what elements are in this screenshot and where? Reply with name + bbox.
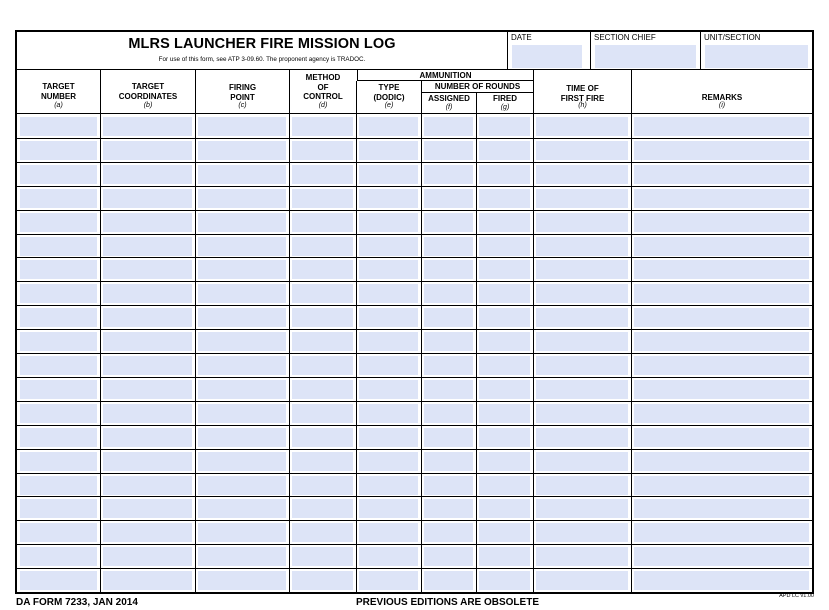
col-remarks	[631, 70, 812, 114]
grid-row-line	[17, 257, 812, 258]
grid-row-line	[17, 568, 812, 569]
firing-point-entry-input[interactable]	[198, 308, 286, 327]
col-time-of-first-fire-letter: (h)	[578, 102, 587, 109]
unit-section-input[interactable]	[705, 45, 808, 68]
type-entry-input[interactable]	[359, 571, 418, 590]
method-of-control-entry-input[interactable]	[292, 189, 353, 208]
col-target-number	[17, 70, 100, 114]
remarks-entry-input[interactable]	[634, 547, 809, 566]
target-number-entry-input[interactable]	[20, 547, 97, 566]
type-entry-input[interactable]	[359, 165, 418, 184]
fired-entry-input[interactable]	[479, 141, 530, 160]
fired-entry-input[interactable]	[479, 237, 530, 256]
target-coordinates-entry-input[interactable]	[103, 117, 192, 136]
col-assigned-label: ASSIGNED	[428, 94, 470, 103]
time-of-first-fire-entry-input[interactable]	[536, 476, 628, 495]
fired-entry-input[interactable]	[479, 476, 530, 495]
grid-row-line	[17, 353, 812, 354]
section-chief-input[interactable]	[595, 45, 696, 68]
firing-point-entry-input[interactable]	[198, 189, 286, 208]
col-method-of-control-label: METHOD OF CONTROL	[303, 73, 343, 102]
method-of-control-entry-input[interactable]	[292, 356, 353, 375]
firing-point-entry-input[interactable]	[198, 380, 286, 399]
method-of-control-entry-input[interactable]	[292, 332, 353, 351]
firing-point-entry-input[interactable]	[198, 141, 286, 160]
col-fired	[476, 93, 533, 114]
fired-entry-input[interactable]	[479, 332, 530, 351]
fired-entry-input[interactable]	[479, 165, 530, 184]
target-number-entry-input[interactable]	[20, 213, 97, 232]
remarks-entry-input[interactable]	[634, 284, 809, 303]
time-of-first-fire-entry-input[interactable]	[536, 141, 628, 160]
time-of-first-fire-entry-input[interactable]	[536, 260, 628, 279]
remarks-entry-input[interactable]	[634, 117, 809, 136]
assigned-entry-input[interactable]	[424, 571, 473, 590]
col-type-label: TYPE (DODIC)	[373, 83, 405, 102]
time-of-first-fire-entry-input[interactable]	[536, 308, 628, 327]
section-chief-label: SECTION CHIEF	[594, 33, 656, 42]
method-of-control-entry-input[interactable]	[292, 523, 353, 542]
col-time-of-first-fire-label: TIME OF FIRST FIRE	[560, 84, 605, 103]
assigned-entry-input[interactable]	[424, 428, 473, 447]
target-coordinates-entry-input[interactable]	[103, 380, 192, 399]
assigned-entry-input[interactable]	[424, 547, 473, 566]
grid-row-line	[17, 544, 812, 545]
unit-section-label: UNIT/SECTION	[704, 33, 761, 42]
type-entry-input[interactable]	[359, 452, 418, 471]
col-method-of-control	[289, 70, 356, 114]
col-remarks-letter: (i)	[718, 102, 726, 109]
type-entry-input[interactable]	[359, 260, 418, 279]
number-of-rounds-header	[421, 81, 533, 93]
firing-point-entry-input[interactable]	[198, 499, 286, 518]
remarks-entry-input[interactable]	[634, 237, 809, 256]
target-coordinates-entry-input[interactable]	[103, 332, 192, 351]
target-coordinates-entry-input[interactable]	[103, 260, 192, 279]
remarks-entry-input[interactable]	[634, 380, 809, 399]
type-entry-input[interactable]	[359, 117, 418, 136]
col-firing-point-letter: (c)	[238, 102, 247, 109]
fired-entry-input[interactable]	[479, 523, 530, 542]
remarks-entry-input[interactable]	[634, 141, 809, 160]
col-fired-label: FIRED	[493, 94, 517, 103]
type-entry-input[interactable]	[359, 476, 418, 495]
target-number-entry-input[interactable]	[20, 428, 97, 447]
target-number-entry-input[interactable]	[20, 237, 97, 256]
type-entry-input[interactable]	[359, 332, 418, 351]
form-title: MLRS LAUNCHER FIRE MISSION LOG	[128, 36, 396, 52]
time-of-first-fire-entry-input[interactable]	[536, 428, 628, 447]
grid-row-line	[17, 377, 812, 378]
fired-entry-input[interactable]	[479, 284, 530, 303]
section-chief-cell	[590, 32, 700, 70]
type-entry-input[interactable]	[359, 428, 418, 447]
assigned-entry-input[interactable]	[424, 523, 473, 542]
target-number-entry-input[interactable]	[20, 165, 97, 184]
target-coordinates-entry-input[interactable]	[103, 404, 192, 423]
form-title-block	[17, 32, 507, 70]
assigned-entry-input[interactable]	[424, 260, 473, 279]
method-of-control-entry-input[interactable]	[292, 165, 353, 184]
time-of-first-fire-entry-input[interactable]	[536, 452, 628, 471]
time-of-first-fire-entry-input[interactable]	[536, 332, 628, 351]
col-fired-letter: (g)	[500, 104, 510, 111]
time-of-first-fire-entry-input[interactable]	[536, 165, 628, 184]
firing-point-entry-input[interactable]	[198, 571, 286, 590]
method-of-control-entry-input[interactable]	[292, 213, 353, 232]
firing-point-entry-input[interactable]	[198, 404, 286, 423]
ammunition-header	[357, 70, 533, 81]
type-entry-input[interactable]	[359, 380, 418, 399]
target-coordinates-entry-input[interactable]	[103, 213, 192, 232]
col-remarks-label: REMARKS	[701, 93, 743, 102]
fired-entry-input[interactable]	[479, 213, 530, 232]
remarks-entry-input[interactable]	[634, 523, 809, 542]
remarks-entry-input[interactable]	[634, 308, 809, 327]
target-coordinates-entry-input[interactable]	[103, 308, 192, 327]
col-type-letter: (e)	[384, 102, 394, 109]
assigned-entry-input[interactable]	[424, 117, 473, 136]
method-of-control-entry-input[interactable]	[292, 237, 353, 256]
grid-row-line	[17, 425, 812, 426]
time-of-first-fire-entry-input[interactable]	[536, 117, 628, 136]
target-coordinates-entry-input[interactable]	[103, 284, 192, 303]
type-entry-input[interactable]	[359, 141, 418, 160]
time-of-first-fire-entry-input[interactable]	[536, 571, 628, 590]
method-of-control-entry-input[interactable]	[292, 284, 353, 303]
target-number-entry-input[interactable]	[20, 499, 97, 518]
assigned-entry-input[interactable]	[424, 452, 473, 471]
fired-entry-input[interactable]	[479, 547, 530, 566]
type-entry-input[interactable]	[359, 189, 418, 208]
target-coordinates-entry-input[interactable]	[103, 237, 192, 256]
remarks-entry-input[interactable]	[634, 213, 809, 232]
target-number-entry-input[interactable]	[20, 523, 97, 542]
grid-row-line	[17, 520, 812, 521]
target-number-entry-input[interactable]	[20, 380, 97, 399]
firing-point-entry-input[interactable]	[198, 476, 286, 495]
form-subtitle: For use of this form, see ATP 3-09.60. The proponent agency is TRADOC.	[158, 56, 366, 63]
assigned-entry-input[interactable]	[424, 499, 473, 518]
target-number-entry-input[interactable]	[20, 356, 97, 375]
col-time-of-first-fire	[533, 70, 631, 114]
col-assigned	[421, 93, 476, 114]
target-coordinates-entry-input[interactable]	[103, 452, 192, 471]
target-number-entry-input[interactable]	[20, 452, 97, 471]
time-of-first-fire-entry-input[interactable]	[536, 356, 628, 375]
firing-point-entry-input[interactable]	[198, 356, 286, 375]
type-entry-input[interactable]	[359, 284, 418, 303]
assigned-entry-input[interactable]	[424, 476, 473, 495]
ammunition-label: AMMUNITION	[419, 71, 472, 80]
grid-row-line	[17, 496, 812, 497]
fired-entry-input[interactable]	[479, 499, 530, 518]
ammunition-header-group	[356, 70, 533, 114]
fired-entry-input[interactable]	[479, 428, 530, 447]
time-of-first-fire-entry-input[interactable]	[536, 284, 628, 303]
assigned-entry-input[interactable]	[424, 404, 473, 423]
firing-point-entry-input[interactable]	[198, 428, 286, 447]
fired-entry-input[interactable]	[479, 117, 530, 136]
target-coordinates-entry-input[interactable]	[103, 499, 192, 518]
remarks-entry-input[interactable]	[634, 571, 809, 590]
assigned-entry-input[interactable]	[424, 308, 473, 327]
firing-point-entry-input[interactable]	[198, 165, 286, 184]
col-assigned-letter: (f)	[445, 104, 453, 111]
col-target-number-label: TARGET NUMBER	[40, 82, 77, 101]
remarks-entry-input[interactable]	[634, 476, 809, 495]
target-number-entry-input[interactable]	[20, 571, 97, 590]
assigned-entry-input[interactable]	[424, 237, 473, 256]
firing-point-entry-input[interactable]	[198, 213, 286, 232]
assigned-entry-input[interactable]	[424, 141, 473, 160]
col-firing-point-label: FIRING POINT	[228, 83, 257, 102]
col-target-number-letter: (a)	[54, 102, 63, 109]
firing-point-entry-input[interactable]	[198, 237, 286, 256]
date-input[interactable]	[512, 45, 582, 68]
unit-section-cell	[700, 32, 812, 70]
method-of-control-entry-input[interactable]	[292, 499, 353, 518]
grid-row-line	[17, 138, 812, 139]
time-of-first-fire-entry-input[interactable]	[536, 380, 628, 399]
fired-entry-input[interactable]	[479, 260, 530, 279]
type-entry-input[interactable]	[359, 356, 418, 375]
col-firing-point	[195, 70, 289, 114]
method-of-control-entry-input[interactable]	[292, 404, 353, 423]
editions-notice: PREVIOUS EDITIONS ARE OBSOLETE	[356, 597, 539, 608]
col-target-coordinates-label: TARGET COORDINATES	[118, 82, 178, 101]
type-entry-input[interactable]	[359, 499, 418, 518]
target-coordinates-entry-input[interactable]	[103, 356, 192, 375]
fired-entry-input[interactable]	[479, 308, 530, 327]
fired-entry-input[interactable]	[479, 356, 530, 375]
remarks-entry-input[interactable]	[634, 165, 809, 184]
type-entry-input[interactable]	[359, 237, 418, 256]
method-of-control-entry-input[interactable]	[292, 308, 353, 327]
log-entry-grid	[17, 114, 812, 592]
time-of-first-fire-entry-input[interactable]	[536, 237, 628, 256]
target-coordinates-entry-input[interactable]	[103, 141, 192, 160]
target-coordinates-entry-input[interactable]	[103, 523, 192, 542]
col-target-coordinates	[100, 70, 195, 114]
fired-entry-input[interactable]	[479, 404, 530, 423]
firing-point-entry-input[interactable]	[198, 332, 286, 351]
assigned-entry-input[interactable]	[424, 213, 473, 232]
target-number-entry-input[interactable]	[20, 284, 97, 303]
method-of-control-entry-input[interactable]	[292, 476, 353, 495]
firing-point-entry-input[interactable]	[198, 260, 286, 279]
firing-point-entry-input[interactable]	[198, 284, 286, 303]
assigned-entry-input[interactable]	[424, 189, 473, 208]
time-of-first-fire-entry-input[interactable]	[536, 523, 628, 542]
type-entry-input[interactable]	[359, 404, 418, 423]
target-coordinates-entry-input[interactable]	[103, 165, 192, 184]
target-number-entry-input[interactable]	[20, 189, 97, 208]
grid-row-line	[17, 449, 812, 450]
method-of-control-entry-input[interactable]	[292, 452, 353, 471]
grid-row-line	[17, 401, 812, 402]
type-entry-input[interactable]	[359, 547, 418, 566]
fired-entry-input[interactable]	[479, 189, 530, 208]
date-label: DATE	[511, 33, 532, 42]
target-number-entry-input[interactable]	[20, 141, 97, 160]
remarks-entry-input[interactable]	[634, 428, 809, 447]
type-entry-input[interactable]	[359, 213, 418, 232]
grid-row-line	[17, 473, 812, 474]
form-number: DA FORM 7233, JAN 2014	[16, 597, 138, 608]
method-of-control-entry-input[interactable]	[292, 141, 353, 160]
fired-entry-input[interactable]	[479, 571, 530, 590]
assigned-entry-input[interactable]	[424, 284, 473, 303]
firing-point-entry-input[interactable]	[198, 452, 286, 471]
grid-row-line	[17, 234, 812, 235]
col-method-of-control-letter: (d)	[318, 102, 328, 109]
assigned-entry-input[interactable]	[424, 380, 473, 399]
remarks-entry-input[interactable]	[634, 189, 809, 208]
date-cell	[507, 32, 590, 70]
grid-row-line	[17, 210, 812, 211]
fire-mission-log-form	[15, 30, 814, 594]
target-coordinates-entry-input[interactable]	[103, 428, 192, 447]
assigned-entry-input[interactable]	[424, 332, 473, 351]
col-target-coordinates-letter: (b)	[143, 102, 153, 109]
time-of-first-fire-entry-input[interactable]	[536, 499, 628, 518]
target-coordinates-entry-input[interactable]	[103, 189, 192, 208]
col-type	[356, 81, 421, 114]
firing-point-entry-input[interactable]	[198, 117, 286, 136]
remarks-entry-input[interactable]	[634, 404, 809, 423]
firing-point-entry-input[interactable]	[198, 547, 286, 566]
target-coordinates-entry-input[interactable]	[103, 571, 192, 590]
remarks-entry-input[interactable]	[634, 356, 809, 375]
target-number-entry-input[interactable]	[20, 404, 97, 423]
grid-row-line	[17, 162, 812, 163]
method-of-control-entry-input[interactable]	[292, 428, 353, 447]
type-entry-input[interactable]	[359, 523, 418, 542]
method-of-control-entry-input[interactable]	[292, 260, 353, 279]
number-of-rounds-label: NUMBER OF ROUNDS	[434, 82, 521, 91]
method-of-control-entry-input[interactable]	[292, 547, 353, 566]
form-version: APD LC v1.00	[779, 593, 814, 599]
target-coordinates-entry-input[interactable]	[103, 547, 192, 566]
grid-row-line	[17, 186, 812, 187]
target-number-entry-input[interactable]	[20, 332, 97, 351]
method-of-control-entry-input[interactable]	[292, 117, 353, 136]
remarks-entry-input[interactable]	[634, 260, 809, 279]
fired-entry-input[interactable]	[479, 452, 530, 471]
time-of-first-fire-entry-input[interactable]	[536, 404, 628, 423]
grid-row-line	[17, 305, 812, 306]
target-coordinates-entry-input[interactable]	[103, 476, 192, 495]
remarks-entry-input[interactable]	[634, 452, 809, 471]
firing-point-entry-input[interactable]	[198, 523, 286, 542]
time-of-first-fire-entry-input[interactable]	[536, 189, 628, 208]
assigned-entry-input[interactable]	[424, 165, 473, 184]
time-of-first-fire-entry-input[interactable]	[536, 547, 628, 566]
target-number-entry-input[interactable]	[20, 117, 97, 136]
method-of-control-entry-input[interactable]	[292, 380, 353, 399]
grid-row-line	[17, 281, 812, 282]
remarks-entry-input[interactable]	[634, 499, 809, 518]
time-of-first-fire-entry-input[interactable]	[536, 213, 628, 232]
fired-entry-input[interactable]	[479, 380, 530, 399]
assigned-entry-input[interactable]	[424, 356, 473, 375]
method-of-control-entry-input[interactable]	[292, 571, 353, 590]
grid-row-line	[17, 329, 812, 330]
target-number-entry-input[interactable]	[20, 308, 97, 327]
type-entry-input[interactable]	[359, 308, 418, 327]
target-number-entry-input[interactable]	[20, 476, 97, 495]
remarks-entry-input[interactable]	[634, 332, 809, 351]
target-number-entry-input[interactable]	[20, 260, 97, 279]
